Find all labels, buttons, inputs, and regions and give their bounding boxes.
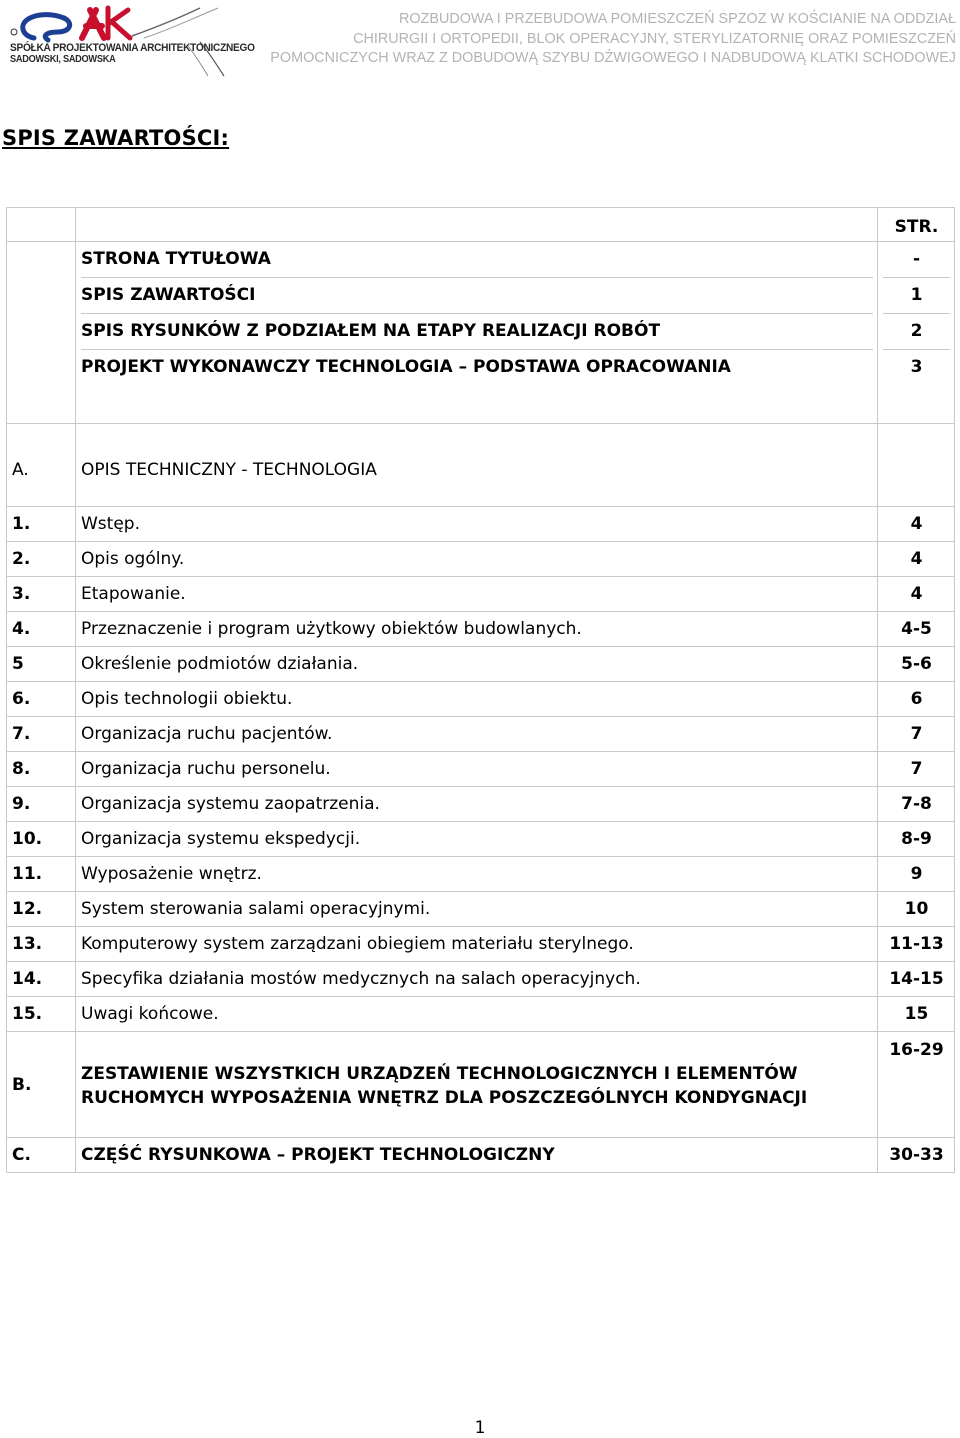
toc-item-number: 11.	[7, 857, 76, 892]
toc-item-text: Wyposażenie wnętrz.	[76, 857, 878, 892]
logo-company-owners: SADOWSKI, SADOWSKA	[10, 54, 116, 65]
page-number: 1	[474, 1418, 486, 1438]
toc-item-row	[7, 507, 955, 542]
intro-entry-text: PROJEKT WYKONAWCZY TECHNOLOGIA – PODSTAWA OPRACOWANIA	[81, 357, 731, 377]
toc-item-row	[7, 682, 955, 717]
intro-entry-text: STRONA TYTUŁOWA	[81, 242, 873, 278]
toc-item-number: 4.	[7, 612, 76, 647]
toc-item-number: 10.	[7, 822, 76, 857]
toc-item-number: 12.	[7, 892, 76, 927]
page-header	[0, 0, 960, 84]
toc-cell-empty	[7, 208, 76, 242]
toc-item-text: Organizacja systemu ekspedycji.	[76, 822, 878, 857]
section-c-number: C.	[7, 1138, 76, 1173]
company-logo	[4, 2, 255, 78]
toc-item-page: 7-8	[878, 787, 955, 822]
toc-section-row	[7, 1032, 955, 1138]
toc-item-page: 14-15	[878, 962, 955, 997]
intro-entry-text: SPIS ZAWARTOŚCI	[81, 278, 873, 314]
toc-item-row	[7, 822, 955, 857]
toc-item-page: 4	[878, 507, 955, 542]
section-a-number: A.	[7, 424, 76, 507]
toc-item-text: Przeznaczenie i program użytkowy obiektów budowlanych.	[76, 612, 878, 647]
project-title-line: CHIRURGII I ORTOPEDII, BLOK OPERACYJNY, STERYLIZATORNIĘ ORAZ POMIESZCZEŃ	[353, 30, 956, 47]
toc-item-number: 3.	[7, 577, 76, 612]
toc-item-text: Komputerowy system zarządzani obiegiem materiału sterylnego.	[76, 927, 878, 962]
toc-section-row	[7, 1138, 955, 1173]
toc-cell-empty	[76, 208, 878, 242]
toc-item-row	[7, 892, 955, 927]
page-column-header: STR.	[878, 208, 955, 242]
toc-item-row	[7, 752, 955, 787]
toc-item-number: 9.	[7, 787, 76, 822]
toc-item-page: 6	[878, 682, 955, 717]
section-b-number: B.	[7, 1032, 76, 1138]
intro-entry-page: -	[883, 242, 950, 278]
toc-item-page: 4	[878, 542, 955, 577]
logo-mark	[4, 2, 255, 78]
toc-item-text: Organizacja systemu zaopatrzenia.	[76, 787, 878, 822]
toc-item-page: 15	[878, 997, 955, 1032]
section-b-title-line: RUCHOMYCH WYPOSAŻENIA WNĘTRZ DLA POSZCZEGÓLNYCH KONDYGNACJI	[81, 1088, 808, 1108]
intro-entry-text: SPIS RYSUNKÓW Z PODZIAŁEM NA ETAPY REALIZACJI ROBÓT	[81, 314, 873, 350]
toc-intro-block	[7, 242, 955, 424]
project-title-line: POMOCNICZYCH WRAZ Z DOBUDOWĄ SZYBU DŹWIGOWEGO I NADBUDOWĄ KLATKI SCHODOWEJ	[270, 50, 956, 66]
toc-item-number: 8.	[7, 752, 76, 787]
intro-entry-page: 2	[883, 314, 950, 350]
toc-item-row	[7, 857, 955, 892]
toc-item-row	[7, 787, 955, 822]
logo-caption	[10, 42, 255, 66]
intro-entry-page: 3	[910, 357, 923, 377]
intro-entry-page: 1	[883, 278, 950, 314]
toc-item-number: 13.	[7, 927, 76, 962]
project-title	[236, 10, 956, 69]
toc-item-text: Organizacja ruchu pacjentów.	[76, 717, 878, 752]
toc-item-row	[7, 997, 955, 1032]
toc-item-page: 5-6	[878, 647, 955, 682]
toc-item-page: 9	[878, 857, 955, 892]
toc-cell-empty	[7, 242, 76, 424]
toc-item-text: Wstęp.	[76, 507, 878, 542]
toc-section-row	[7, 424, 955, 507]
toc-item-text: Specyfika działania mostów medycznych na salach operacyjnych.	[76, 962, 878, 997]
toc-item-text: Organizacja ruchu personelu.	[76, 752, 878, 787]
toc-item-text: Etapowanie.	[76, 577, 878, 612]
intro-entries	[76, 242, 878, 424]
toc-item-page: 4	[878, 577, 955, 612]
toc-item-row	[7, 577, 955, 612]
toc-header-row	[7, 208, 955, 242]
section-c-page: 30-33	[878, 1138, 955, 1173]
toc-item-row	[7, 647, 955, 682]
toc-item-number: 1.	[7, 507, 76, 542]
section-b-title	[76, 1032, 878, 1138]
toc-item-row	[7, 717, 955, 752]
toc-item-page: 4-5	[878, 612, 955, 647]
toc-item-page: 10	[878, 892, 955, 927]
toc-item-row	[7, 612, 955, 647]
table-of-contents	[6, 207, 955, 1173]
toc-item-number: 2.	[7, 542, 76, 577]
toc-item-text: Uwagi końcowe.	[76, 997, 878, 1032]
toc-item-text: Opis technologii obiektu.	[76, 682, 878, 717]
toc-item-text: Określenie podmiotów działania.	[76, 647, 878, 682]
toc-item-number: 6.	[7, 682, 76, 717]
toc-item-page: 7	[878, 752, 955, 787]
section-a-title: OPIS TECHNICZNY - TECHNOLOGIA	[76, 424, 878, 507]
toc-cell-empty	[878, 424, 955, 507]
section-b-page: 16-29	[878, 1032, 955, 1138]
section-c-title: CZĘŚĆ RYSUNKOWA – PROJEKT TECHNOLOGICZNY	[76, 1138, 878, 1173]
project-title-line: ROZBUDOWA I PRZEBUDOWA POMIESZCZEŃ SPZOZ W KOŚCIANIE NA ODDZIAŁ	[398, 11, 956, 27]
toc-item-number: 5	[7, 647, 76, 682]
toc-item-text: Opis ogólny.	[76, 542, 878, 577]
toc-item-row	[7, 927, 955, 962]
toc-item-page: 7	[878, 717, 955, 752]
toc-item-number: 14.	[7, 962, 76, 997]
toc-item-row	[7, 962, 955, 997]
toc-item-number: 15.	[7, 997, 76, 1032]
toc-item-number: 7.	[7, 717, 76, 752]
section-b-title-line: ZESTAWIENIE WSZYSTKICH URZĄDZEŃ TECHNOLOGICZNYCH I ELEMENTÓW	[81, 1064, 798, 1084]
toc-item-text: System sterowania salami operacyjnymi.	[76, 892, 878, 927]
logo-company-name: SPÓŁKA PROJEKTOWANIA ARCHITEKTONICZNEGO	[10, 42, 255, 54]
toc-item-row	[7, 542, 955, 577]
intro-pages	[878, 242, 955, 424]
document-title: SPIS ZAWARTOŚCI:	[2, 126, 230, 150]
toc-item-page: 11-13	[878, 927, 955, 962]
toc-item-page: 8-9	[878, 822, 955, 857]
